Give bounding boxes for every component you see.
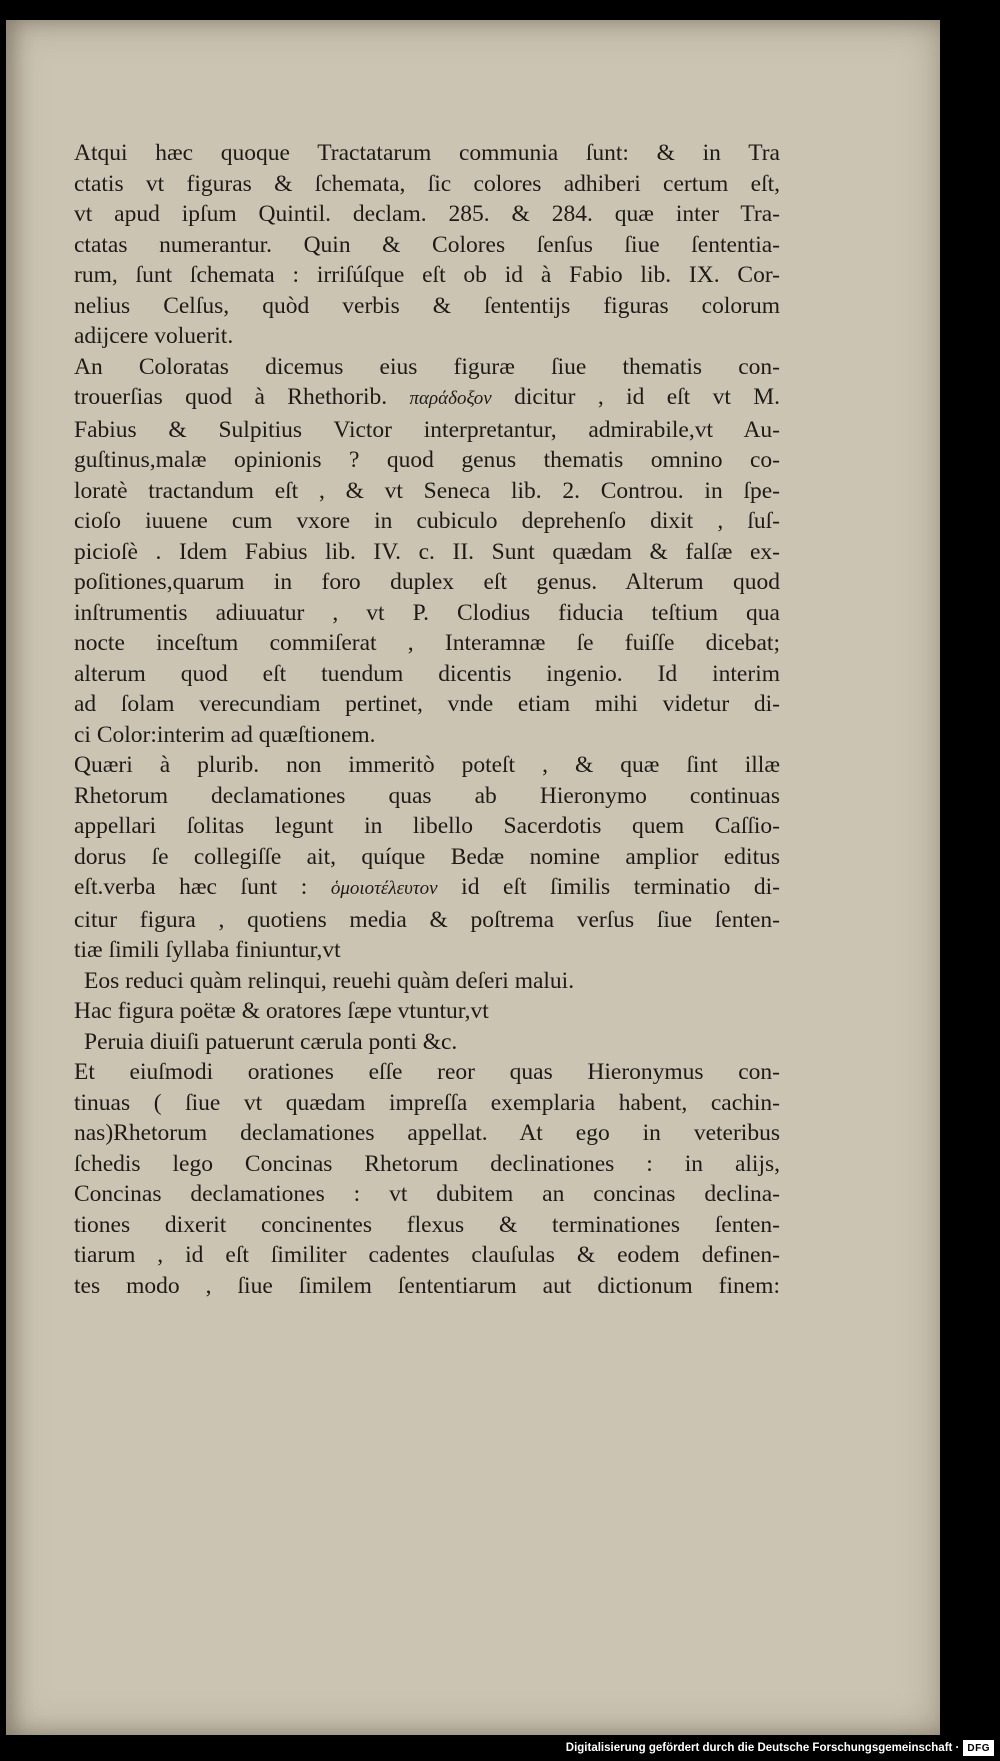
text-line: tiones dixerit concinentes flexus & terminationes ſenten- bbox=[74, 1211, 780, 1238]
text-line: Atqui hæc quoque Tractatarum communia ſunt: & in Tra bbox=[74, 140, 780, 166]
text-segment: dicitur , id eſt vt M. bbox=[514, 384, 780, 410]
text-line: Quæri à plurib. non immeritò poteſt , & quæ ſint illæ bbox=[74, 752, 780, 778]
dfg-logo: DFG bbox=[963, 1740, 994, 1756]
text-line: loratè tractandum eſt , & vt Seneca lib. 2. Controu. in ſpe- bbox=[74, 477, 780, 504]
greek-word: ὁμοιοτέλευτον bbox=[330, 878, 438, 899]
text-line: picioſè . Idem Fabius lib. IV. c. II. Sunt quædam & falſæ ex- bbox=[74, 538, 780, 565]
text-line: rum, ſunt ſchemata : irriſúſque eſt ob id à Fabio lib. IX. Cor- bbox=[74, 262, 780, 288]
greek-word: παράδοξον bbox=[409, 388, 492, 409]
text-line: Concinas declamationes : vt dubitem an concinas declina- bbox=[74, 1181, 780, 1207]
text-line: poſitiones,quarum in foro duplex eſt genus. Alterum quod bbox=[74, 569, 780, 595]
text-line: ci Color:interim ad quæſtionem. bbox=[74, 721, 376, 748]
text-line: tes modo , ſiue ſimilem ſententiarum aut dictionum finem: bbox=[74, 1272, 780, 1299]
text-line: Et eiuſmodi orationes eſſe reor quas Hieronymus con- bbox=[74, 1059, 780, 1085]
quoted-verse: Peruia diuiſi patuerunt cærula ponti &c. bbox=[84, 1028, 458, 1055]
text-line: Fabius & Sulpitius Victor interpretantur, admirabile,vt Au- bbox=[74, 416, 780, 443]
text-line: guſtinus,malæ opinionis ? quod genus thematis omnino co- bbox=[74, 447, 780, 473]
text-line: adijcere voluerit. bbox=[74, 323, 234, 349]
text-line: An Coloratas dicemus eius figuræ ſiue thematis con- bbox=[74, 353, 780, 380]
funding-footer bbox=[566, 1739, 994, 1757]
text-line: cioſo iuuene cum vxore in cubiculo deprehenſo dixit , ſuſ- bbox=[74, 508, 780, 534]
quoted-verse: Eos reduci quàm relinqui, reuehi quàm deſeri malui. bbox=[84, 967, 575, 994]
text-line: dorus ſe collegiſſe ait, quíque Bedæ nomine amplior editus bbox=[74, 843, 780, 870]
text-line: ad ſolam verecundiam pertinet, vnde etiam mihi videtur di- bbox=[74, 691, 780, 717]
text-line: ctatis vt figuras & ſchemata, ſic colores adhiberi certum eſt, bbox=[74, 170, 780, 197]
text-segment: eſt.verba hæc ſunt : bbox=[74, 874, 308, 900]
scanned-page bbox=[6, 20, 940, 1735]
text-line: alterum quod eſt tuendum dicentis ingenio. Id interim bbox=[74, 660, 780, 687]
text-line: tiæ ſimili ſyllaba finiuntur,vt bbox=[74, 937, 341, 963]
text-line: citur figura , quotiens media & poſtrema verſus ſiue ſenten- bbox=[74, 906, 780, 933]
text-line: Rhetorum declamationes quas ab Hieronymo continuas bbox=[74, 782, 780, 809]
text-line-with-greek bbox=[74, 872, 780, 905]
text-line: tiarum , id eſt ſimiliter cadentes clauſulas & eodem definen- bbox=[74, 1242, 780, 1268]
text-line: ctatas numerantur. Quin & Colores ſenſus ſiue ſententia- bbox=[74, 231, 780, 258]
body-text bbox=[74, 138, 780, 1301]
text-line: Hac figura poëtæ & oratores ſæpe vtuntur,vt bbox=[74, 998, 489, 1024]
text-line: nelius Celſus, quòd verbis & ſententijs figuras colorum bbox=[74, 292, 780, 319]
text-line: nas)Rhetorum declamationes appellat. At ego in veteribus bbox=[74, 1120, 780, 1146]
text-line-with-greek bbox=[74, 382, 780, 415]
text-line: appellari ſolitas legunt in libello Sacerdotis quem Caſſio- bbox=[74, 813, 780, 839]
text-line: inſtrumentis adiuuatur , vt P. Clodius fiducia teſtium qua bbox=[74, 599, 780, 626]
text-line: vt apud ipſum Quintil. declam. 285. & 284. quæ inter Tra- bbox=[74, 201, 780, 227]
text-segment: trouerſias quod à Rhethorib. bbox=[74, 384, 388, 410]
text-line: ſchedis lego Concinas Rhetorum declinationes : in alijs, bbox=[74, 1150, 780, 1177]
text-line: nocte inceſtum commiſerat , Interamnæ ſe fuiſſe dicebat; bbox=[74, 630, 780, 656]
funding-credit: Digitalisierung gefördert durch die Deutsche Forschungsgemeinschaft · bbox=[565, 1742, 960, 1754]
text-line: tinuas ( ſiue vt quædam impreſſa exemplaria habent, cachin- bbox=[74, 1089, 780, 1116]
text-segment: id eſt ſimilis terminatio di- bbox=[461, 874, 781, 900]
